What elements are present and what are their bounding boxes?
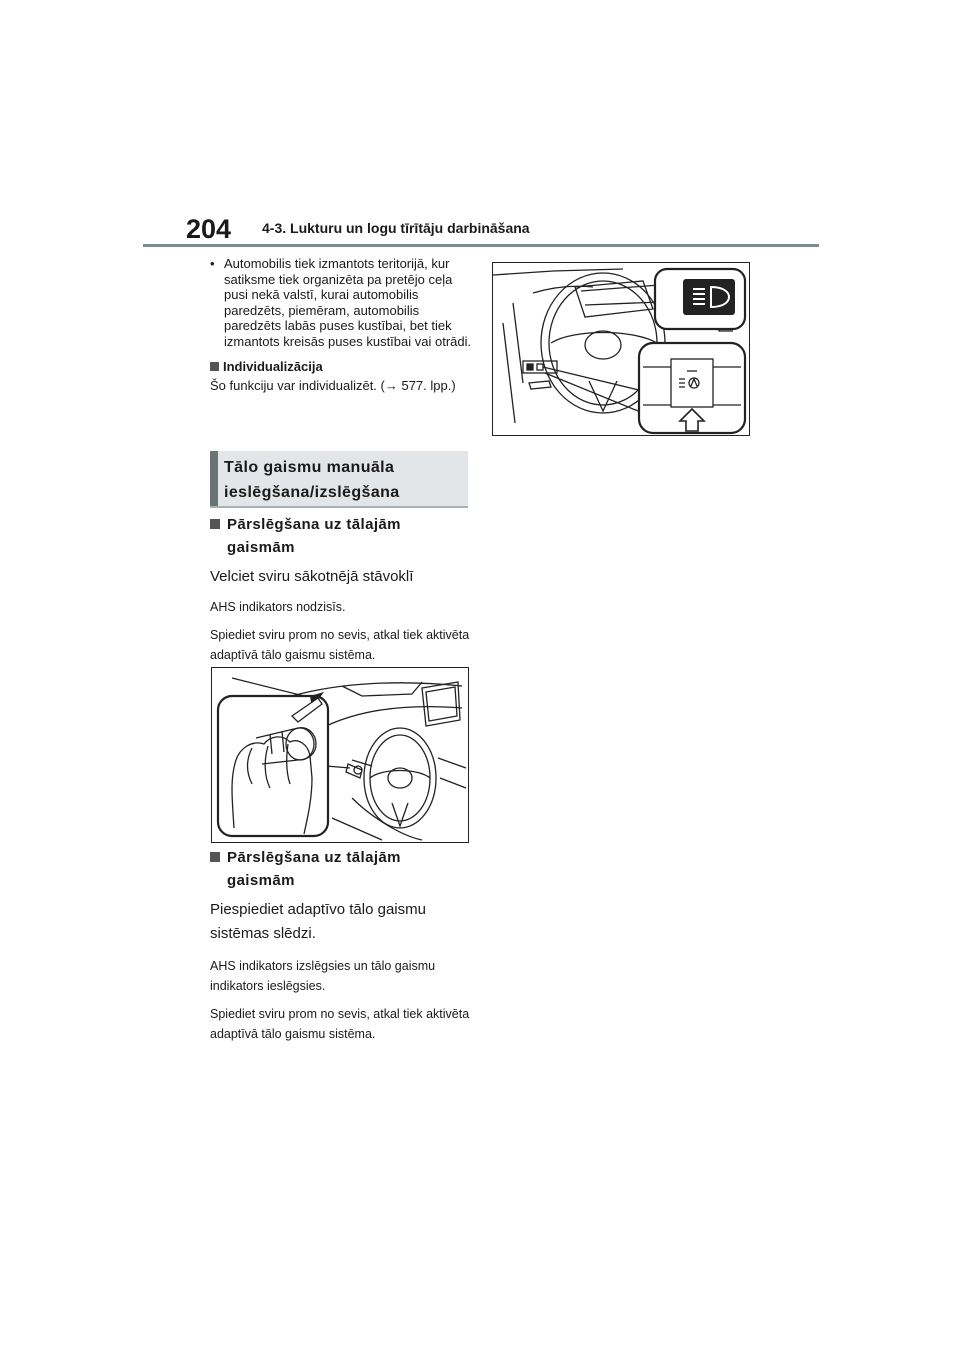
part1-heading-line2: gaismām	[227, 539, 295, 556]
part2-heading-line1: Pārslēgšana uz tālajām	[227, 849, 401, 866]
individualization-text: Šo funkciju var individualizēt. (→ 577. lpp.)	[210, 378, 456, 393]
part1-heading-line1: Pārslēgšana uz tālajām	[227, 516, 401, 533]
lever-illustration-drawing	[212, 668, 468, 842]
section-title	[224, 455, 400, 505]
individualization-heading	[210, 359, 472, 375]
part2-action: Piespiediet adaptīvo tālo gaismu sistēmas slēdzi.	[210, 901, 426, 942]
part1-block	[210, 513, 472, 665]
title-box-bar	[210, 451, 218, 506]
part1-result1: AHS indikators nodzisīs.	[210, 600, 346, 614]
section-title-line1: Tālo gaismu manuāla	[224, 459, 395, 476]
part1-action: Velciet sviru sākotnējā stāvoklī	[210, 568, 414, 585]
bullet-dot: •	[210, 256, 215, 271]
header-divider	[143, 244, 819, 247]
lever-illustration	[211, 667, 469, 843]
individualization-heading-text: Individualizācija	[223, 359, 323, 374]
page-number: 204	[186, 214, 232, 244]
part2-heading	[210, 846, 472, 892]
bullet-text: Automobilis tiek izmantots teritorijā, kur satiksme tiek organizēta pa pretējo ceļa pusi nekā valstī, kurai automobilis paredzēts, piemēram, automobilis paredzēts labās puses kustībai, bet tiek izmantots kreisās puses kustībai vai otrādi.	[224, 256, 472, 349]
square-bullet-icon	[210, 852, 220, 862]
square-bullet-icon	[210, 519, 220, 529]
left-column-intro	[210, 256, 472, 394]
square-bullet-icon	[210, 362, 219, 371]
part2-result2: Spiediet sviru prom no sevis, atkal tiek aktivēta adaptīvā tālo gaismu sistēma.	[210, 1007, 470, 1041]
part2-block	[210, 846, 472, 1044]
part2-result1: AHS indikators izslēgsies un tālo gaismu indikators ieslēgsies.	[210, 959, 436, 993]
ahs-switch-illustration	[492, 262, 750, 436]
part1-result2: Spiediet sviru prom no sevis, atkal tiek aktivēta adaptīvā tālo gaismu sistēma.	[210, 628, 470, 662]
section-header: 4-3. Lukturu un logu tīrītāju darbināšana	[262, 220, 530, 236]
part2-heading-line2: gaismām	[227, 872, 295, 889]
section-title-line2: ieslēgšana/izslēgšana	[224, 484, 400, 501]
bullet-item	[210, 256, 472, 349]
ahs-switch-drawing	[493, 263, 749, 435]
part1-heading	[210, 513, 472, 559]
section-title-box	[210, 451, 468, 508]
